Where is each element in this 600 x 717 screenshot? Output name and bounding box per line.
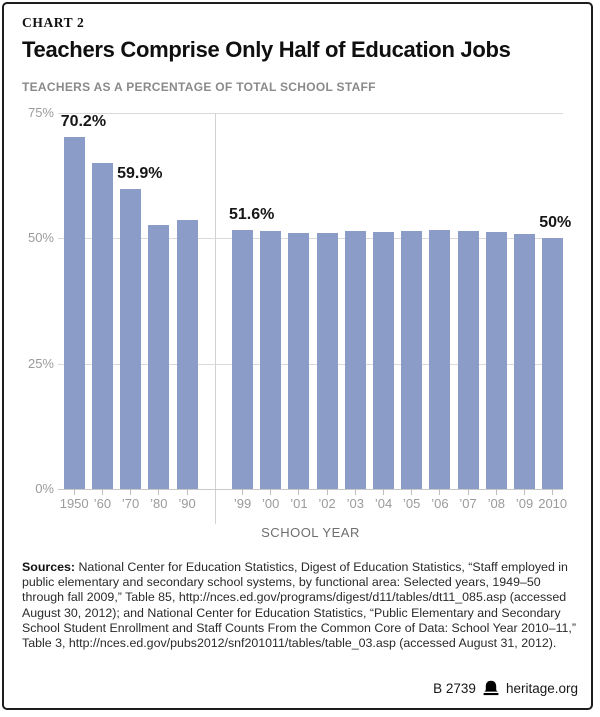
x-axis-tick bbox=[130, 489, 131, 495]
x-axis-tick bbox=[383, 489, 384, 495]
bar bbox=[92, 163, 113, 489]
x-axis-tick bbox=[102, 489, 103, 495]
x-axis-tick-label: ’06 bbox=[431, 496, 449, 511]
x-axis-tick bbox=[496, 489, 497, 495]
x-axis-tick bbox=[270, 489, 271, 495]
x-axis-tick-label: ’05 bbox=[403, 496, 421, 511]
x-axis-tick bbox=[327, 489, 328, 495]
plot-area bbox=[27, 105, 572, 540]
x-axis-tick bbox=[552, 489, 553, 495]
bar bbox=[232, 230, 253, 489]
bar bbox=[345, 231, 366, 489]
sources-text: National Center for Education Statistics, Digest of Education Statistics, “Staff employed in public elementary and secondary school systems, by functional area: Selected years, 1949–50 through fall 2009,” Table 85, http://nces.ed.gov/programs/digest/d11/tables/dt11_085.asp (accessed August 30, 2012); and National Center for Education Statistics, “Public Elementary and Secondary School Student Enrollment and Staff Counts From the Common Core of Data: School Year 2010–11,” Table 3, http://nces.ed.gov/pubs2012/snf201011/tables/table_03.asp (accessed August 31, 2012). bbox=[22, 560, 576, 651]
y-axis-tick-label: 25% bbox=[27, 355, 54, 371]
x-axis-tick-label: ’99 bbox=[233, 496, 252, 511]
x-axis-tick-label: ’04 bbox=[374, 496, 393, 511]
y-axis-tick-label: 50% bbox=[27, 230, 54, 246]
y-axis-tick-label: 0% bbox=[35, 481, 54, 496]
bar bbox=[64, 137, 85, 489]
x-axis-tick-label: ’90 bbox=[178, 496, 196, 511]
y-axis-tick-label: 75% bbox=[27, 105, 54, 120]
chart-number-kicker: CHART 2 bbox=[22, 15, 85, 30]
site-link[interactable]: heritage.org bbox=[505, 680, 578, 696]
gridline bbox=[58, 113, 563, 114]
bar-value-label: 70.2% bbox=[60, 113, 107, 131]
bar bbox=[177, 220, 198, 489]
x-axis-tick-label: 2010 bbox=[538, 496, 568, 511]
sources-note bbox=[22, 560, 578, 651]
page-title: Teachers Comprise Only Half of Education Jobs bbox=[22, 37, 511, 62]
x-axis-tick bbox=[355, 489, 356, 495]
x-axis-tick-label: ’60 bbox=[93, 496, 112, 511]
bar bbox=[458, 231, 479, 489]
sources-label: Sources: bbox=[22, 560, 76, 574]
x-axis-tick-label: 1950 bbox=[59, 496, 89, 511]
x-axis-tick-label: ’03 bbox=[346, 496, 364, 511]
x-axis-tick-label: ’09 bbox=[515, 496, 534, 511]
bar bbox=[148, 225, 169, 489]
x-axis-tick bbox=[411, 489, 412, 495]
bar bbox=[288, 233, 309, 489]
x-axis-tick-label: ’01 bbox=[290, 496, 308, 511]
report-id: B 2739 bbox=[433, 680, 476, 696]
bar bbox=[260, 231, 281, 489]
bar bbox=[514, 234, 535, 489]
bar bbox=[486, 232, 507, 489]
x-axis-tick-label: ’07 bbox=[459, 496, 477, 511]
x-axis-tick bbox=[298, 489, 299, 495]
bar bbox=[120, 189, 141, 489]
bar bbox=[542, 238, 563, 489]
chart-subtitle: TEACHERS AS A PERCENTAGE OF TOTAL SCHOOL STAFF bbox=[22, 80, 376, 94]
x-axis-tick-label: ’80 bbox=[150, 496, 168, 511]
x-axis-tick bbox=[158, 489, 159, 495]
x-axis-tick bbox=[187, 489, 188, 495]
x-axis-tick bbox=[468, 489, 469, 495]
x-axis-tick-label: ’02 bbox=[318, 496, 336, 511]
liberty-bell-icon bbox=[483, 680, 499, 696]
bar bbox=[401, 231, 422, 489]
bar-value-label: 59.9% bbox=[117, 164, 163, 182]
bar-value-label: 50% bbox=[539, 214, 572, 232]
x-axis-tick bbox=[524, 489, 525, 495]
x-axis-tick-label: ’08 bbox=[487, 496, 505, 511]
bar bbox=[429, 230, 450, 489]
bar bbox=[373, 232, 394, 489]
x-axis-tick bbox=[439, 489, 440, 495]
x-axis-tick bbox=[242, 489, 243, 495]
group-divider-line bbox=[215, 113, 216, 524]
bar bbox=[317, 233, 338, 489]
x-axis-tick bbox=[74, 489, 75, 495]
bar-value-label: 51.6% bbox=[229, 206, 275, 224]
x-axis-tick-label: ’70 bbox=[121, 496, 140, 511]
x-axis-title: SCHOOL YEAR bbox=[261, 525, 360, 540]
gridline bbox=[58, 489, 563, 490]
footer bbox=[433, 680, 578, 696]
x-axis-tick-label: ’00 bbox=[262, 496, 280, 511]
